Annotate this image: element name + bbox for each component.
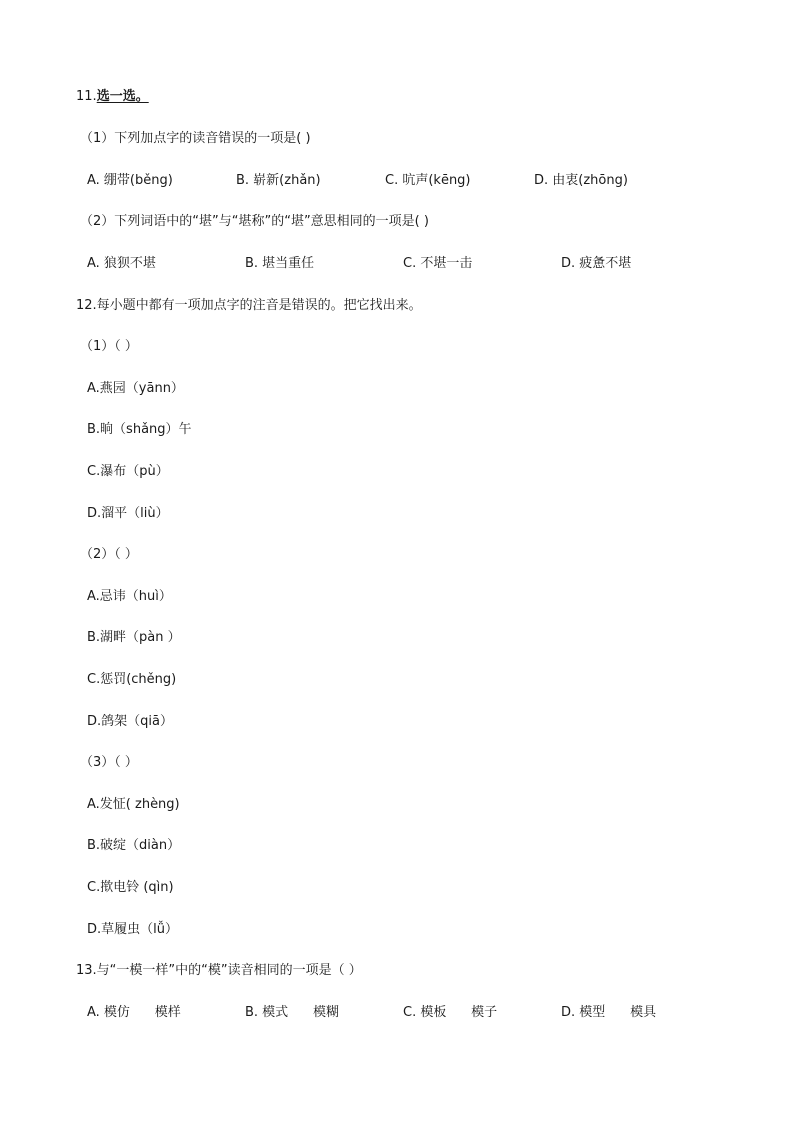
option-a[interactable]: A. 模仿 模样 <box>87 1005 181 1020</box>
option-b[interactable]: B. 模式 模糊 <box>245 1005 339 1020</box>
option-c[interactable]: C. 吭声(kēng) <box>385 173 471 188</box>
q12-group2-option-b[interactable]: B.湖畔（pàn ） <box>87 630 181 645</box>
question-13-title: 13.与“一模一样”中的“模”读音相同的一项是（ ） <box>76 963 362 978</box>
q12-group2-option-c[interactable]: C.惩罚(chěng) <box>87 672 177 687</box>
option-c[interactable]: C. 不堪一击 <box>403 256 473 271</box>
q13-options <box>87 1005 719 1021</box>
q11-sub2-prompt: （2）下列词语中的“堪”与“堪称”的“堪”意思相同的一项是( ) <box>80 214 429 229</box>
option-d[interactable]: D. 由衷(zhōng) <box>534 173 628 188</box>
option-b[interactable]: B. 堪当重任 <box>245 256 315 271</box>
option-a[interactable]: A. 狼狈不堪 <box>87 256 156 271</box>
q11-sub2-options <box>87 256 719 272</box>
q12-group3-option-a[interactable]: A.发怔( zhèng) <box>87 797 180 812</box>
question-11-heading <box>76 89 149 105</box>
q12-group1-option-b[interactable]: B.晌（shǎng）午 <box>87 422 192 437</box>
q12-group1-option-a[interactable]: A.燕园（yānn） <box>87 381 184 396</box>
q12-group2-option-a[interactable]: A.忌讳（huì） <box>87 589 172 604</box>
q12-group3-option-b[interactable]: B.破绽（diàn） <box>87 838 181 853</box>
q12-group3-option-c[interactable]: C.揿电铃 (qìn) <box>87 880 174 895</box>
q12-group1-option-c[interactable]: C.瀑布（pù） <box>87 464 169 479</box>
q12-group1-option-d[interactable]: D.溜平（liù） <box>87 506 169 521</box>
q11-sub1-options <box>87 173 683 189</box>
q11-sub1-prompt: （1）下列加点字的读音错误的一项是( ) <box>80 131 311 146</box>
question-11-title: 选一选。 <box>96 89 149 104</box>
option-b[interactable]: B. 崭新(zhǎn) <box>236 173 321 188</box>
question-11-number: 11. <box>76 89 97 104</box>
option-d[interactable]: D. 疲惫不堪 <box>561 256 632 271</box>
q12-group1-prompt: （1）（ ） <box>80 339 138 354</box>
option-c[interactable]: C. 模板 模子 <box>403 1005 498 1020</box>
option-a[interactable]: A. 绷带(běng) <box>87 173 173 188</box>
q12-group3-option-d[interactable]: D.草履虫（lǚ） <box>87 922 178 937</box>
q12-group3-prompt: （3）（ ） <box>80 755 138 770</box>
option-d[interactable]: D. 模型 模具 <box>561 1005 657 1020</box>
q12-group2-prompt: （2）（ ） <box>80 547 138 562</box>
question-12-title: 12.每小题中都有一项加点字的注音是错误的。把它找出来。 <box>76 298 422 313</box>
q12-group2-option-d[interactable]: D.鸽架（qiā） <box>87 714 173 729</box>
